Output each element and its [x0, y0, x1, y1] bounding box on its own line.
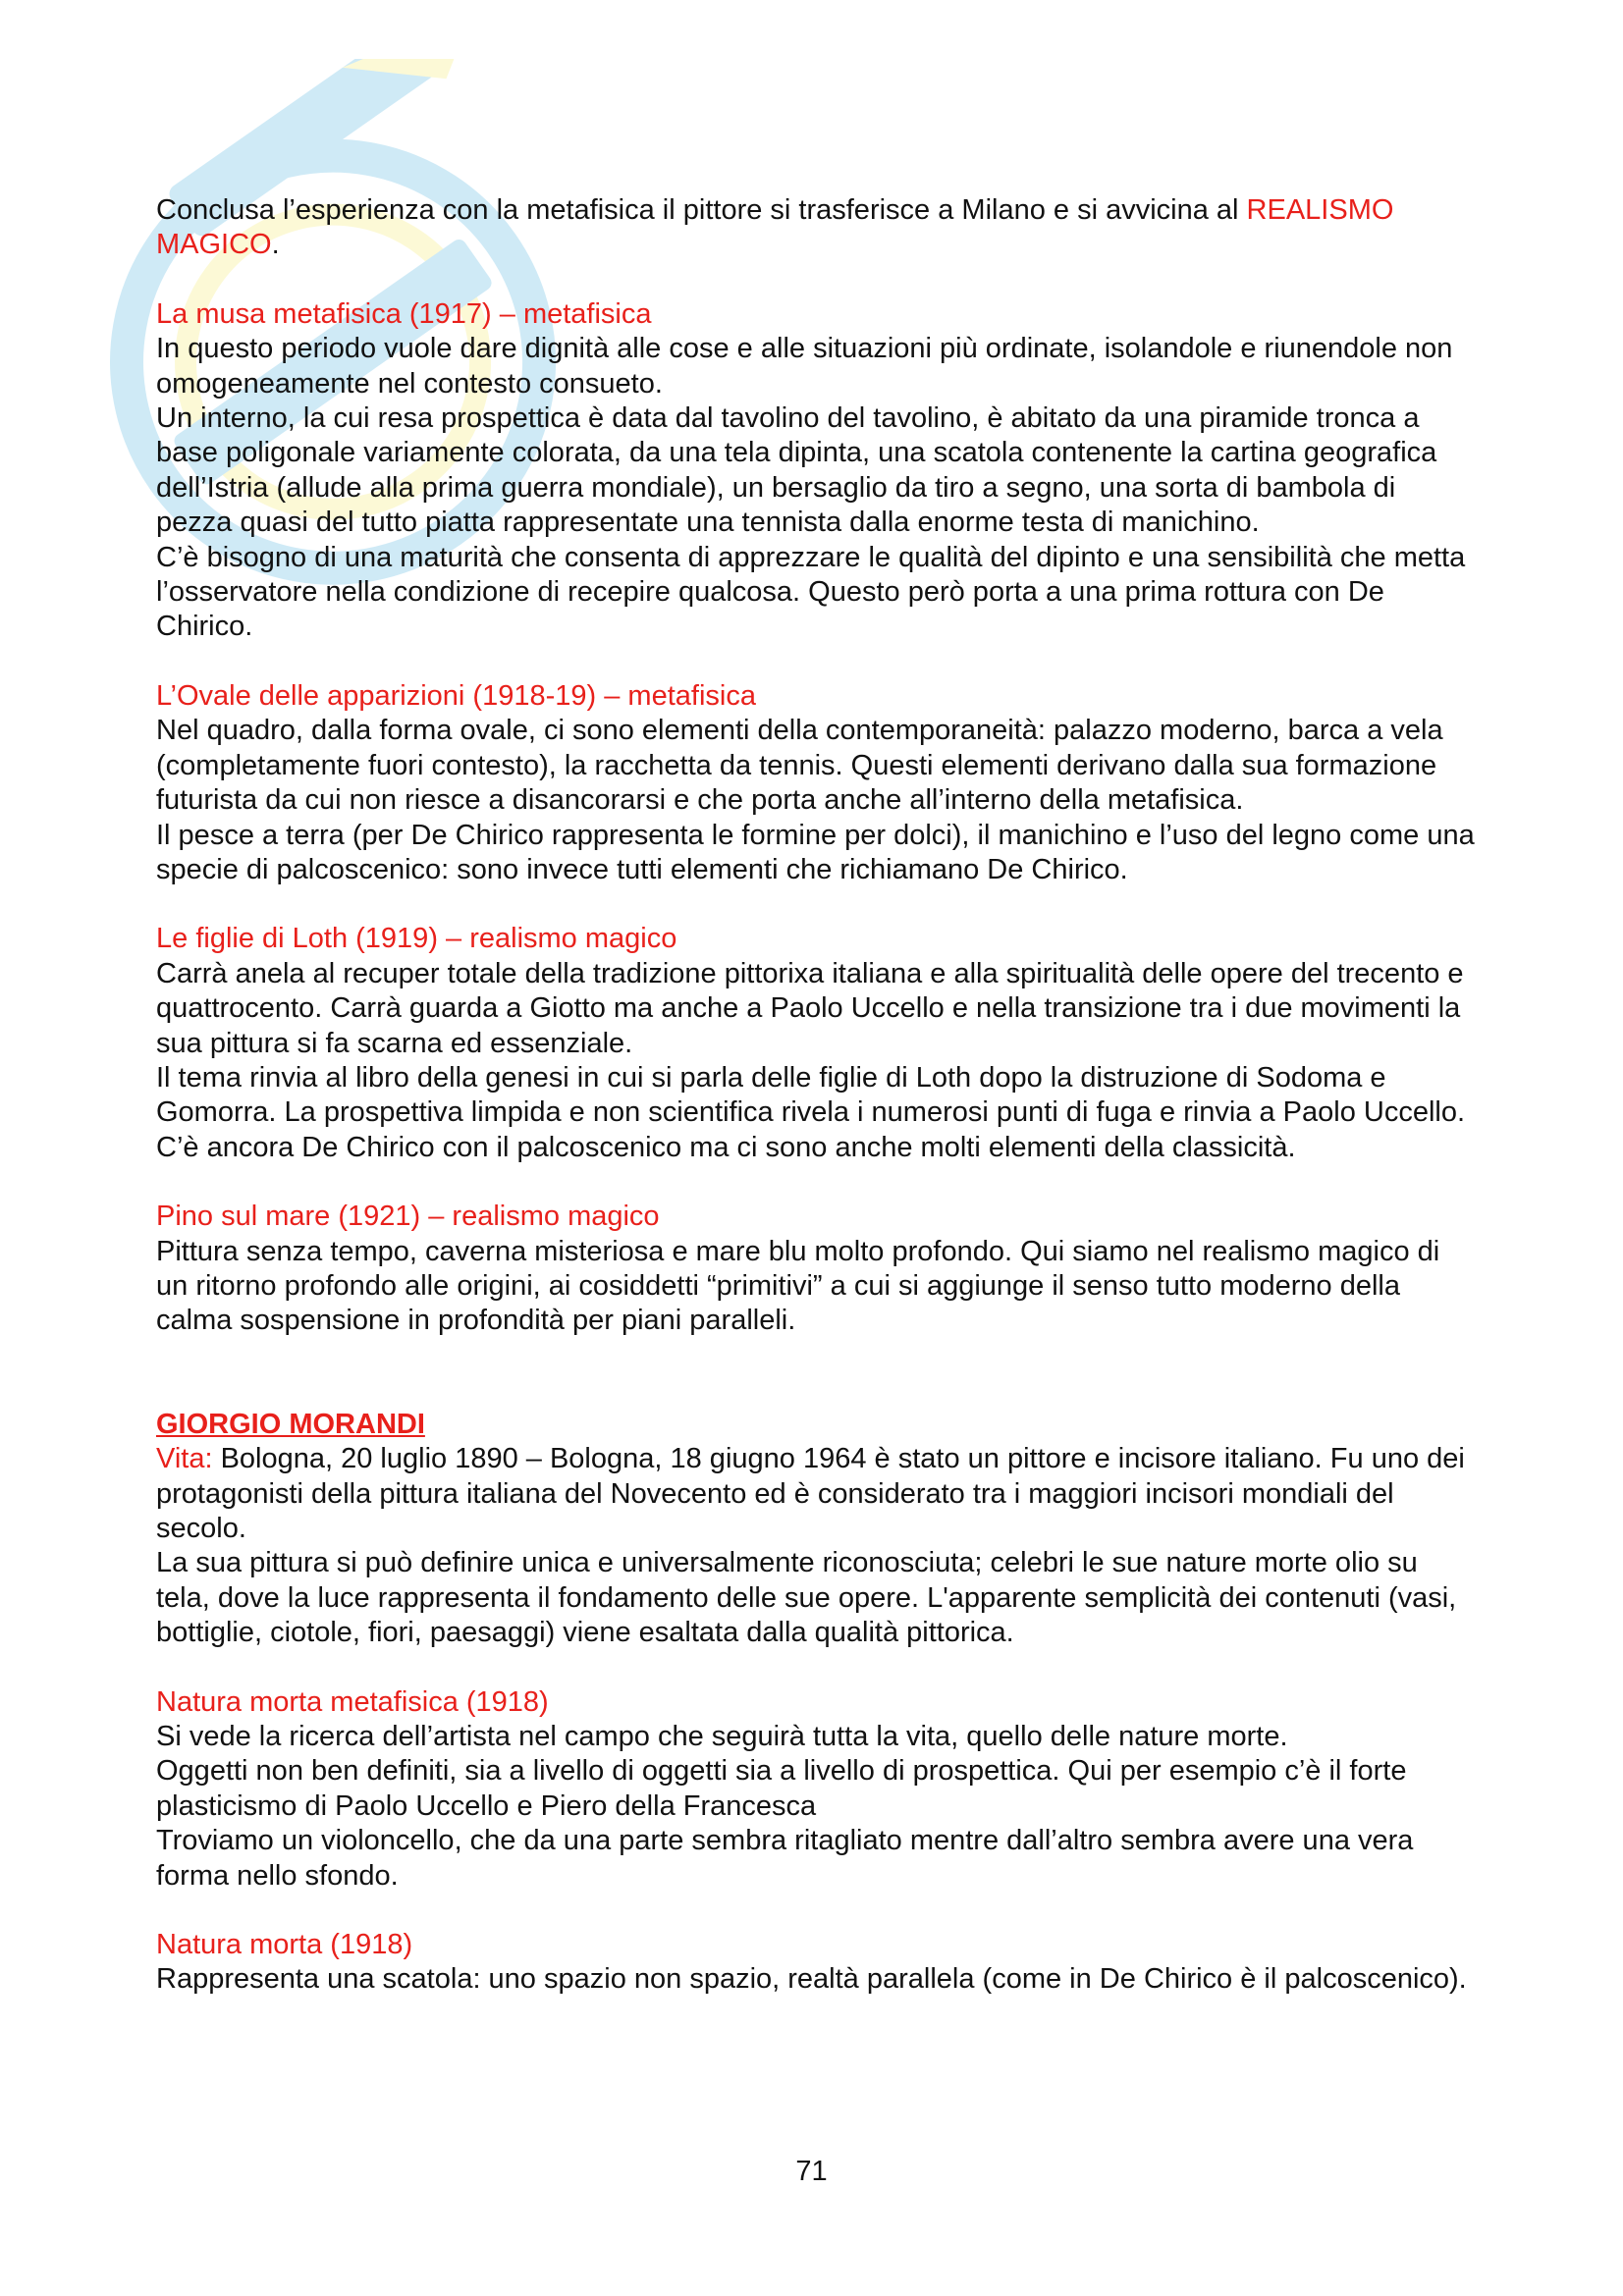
intro-paragraph: Conclusa l’esperienza con la metafisica il pittore si trasferisce a Milano e si avvicina al REALISMO MAGICO. [156, 194, 1394, 261]
intro-highlight: REALISMO MAGICO [156, 194, 1394, 261]
document-body [156, 193, 1477, 1998]
musa-title: La musa metafisica (1917) – metafisica [156, 297, 652, 330]
natura-metafisica-paragraph-3: Troviamo un violoncello, che da una parte sembra ritagliato mentre dall’altro sembra avere una vera forma nello sfondo. [156, 1825, 1414, 1892]
loth-paragraph-2: Il tema rinvia al libro della genesi in cui si parla delle figlie di Loth dopo la distruzione di Sodoma e Gomorra. La prospettiva limpida e non scientifica rivela i numerosi punti di fuga e rinvia a Paolo Uccello. [156, 1061, 1466, 1129]
natura-morta-paragraph-1: Rappresenta una scatola: uno spazio non spazio, realtà parallela (come in De Chirico è il palcoscenico). [156, 1963, 1467, 1996]
loth-title: Le figlie di Loth (1919) – realismo magico [156, 923, 677, 955]
vita-label: Vita: [156, 1443, 213, 1475]
loth-paragraph-1: Carrà anela al recuper totale della tradizione pittorixa italiana e alla spiritualità delle opere del trecento e quattrocento. Carrà guarda a Giotto ma anche a Paolo Uccello e nella transizione tra i due movimenti la sua pittura si fa scarna ed essenziale. [156, 957, 1464, 1059]
natura-metafisica-title: Natura morta metafisica (1918) [156, 1685, 549, 1718]
morandi-paragraph-2: La sua pittura si può definire unica e universalmente riconosciuta; celebri le sue nature morte olio su tela, dove la luce rappresenta il fondamento delle sue opere. L'apparente semplicità dei contenuti (vasi, bottiglie, ciotole, fiori, paesaggi) viene esaltata dalla qualità pittorica. [156, 1547, 1457, 1649]
musa-paragraph-3: C’è bisogno di una maturità che consenta di apprezzare le qualità del dipinto e una sensibilità che metta l’osservatore nella condizione di recepire qualcosa. Questo però porta a una prima rottura con De Chirico. [156, 541, 1466, 643]
musa-paragraph-2: Un interno, la cui resa prospettica è data dal tavolino del tavolino, è abitato da una piramide tronca a base poligonale variamente colorata, da una tela dipinta, una scatola contenente la cartina geografica dell’Istria (allude alla prima guerra mondiale), un bersaglio da tiro a segno, una sorta di bambola di pezza quasi del tutto piatta rappresentate una tennista dalla enorme testa di manichino. [156, 402, 1437, 539]
ovale-paragraph-2: Il pesce a terra (per De Chirico rappresenta le formine per dolci), il manichino e l’uso del legno come una specie di palcoscenico: sono invece tutti elementi che richiamano De Chirico. [156, 819, 1475, 885]
page-number: 71 [795, 2156, 828, 2187]
morandi-heading: GIORGIO MORANDI [156, 1408, 425, 1440]
natura-morta-title: Natura morta (1918) [156, 1929, 413, 1961]
pino-paragraph-1: Pittura senza tempo, caverna misteriosa e mare blu molto profondo. Qui siamo nel realismo magico di un ritorno profondo alle origini, ai cosiddetti “primitivi” a cui si aggiunge il senso tutto moderno della calma sospensione in profondità per piani paralleli. [156, 1235, 1440, 1337]
pino-title: Pino sul mare (1921) – realismo magico [156, 1201, 660, 1233]
loth-paragraph-3: C’è ancora De Chirico con il palcoscenico ma ci sono anche molti elementi della classicità. [156, 1131, 1296, 1163]
natura-metafisica-paragraph-1: Si vede la ricerca dell’artista nel campo che seguirà tutta la vita, quello delle nature morte. [156, 1721, 1288, 1753]
morandi-vita-paragraph: Vita: Bologna, 20 luglio 1890 – Bologna, 18 giugno 1964 è stato un pittore e incisore italiano. Fu uno dei protagonisti della pittura italiana del Novecento ed è considerato tra i maggiori incisori mondiali del secolo. [156, 1443, 1465, 1544]
natura-metafisica-paragraph-2: Oggetti non ben definiti, sia a livello di oggetti sia a livello di prospettica. Qui per esempio c’è il forte plasticismo di Paolo Uccello e Piero della Francesca [156, 1755, 1407, 1822]
ovale-paragraph-1: Nel quadro, dalla forma ovale, ci sono elementi della contemporaneità: palazzo moderno, barca a vela (completamente fuori contesto), la racchetta da tennis. Questi elementi derivano dalla sua formazione futurista da cui non riesce a disancorarsi e che porta anche all’interno della metafisica. [156, 715, 1443, 817]
ovale-title: L’Ovale delle apparizioni (1918-19) – metafisica [156, 679, 756, 712]
musa-paragraph-1: In questo periodo vuole dare dignità alle cose e alle situazioni più ordinate, isolandole e riunendole non omogeneamente nel contesto consueto. [156, 333, 1453, 400]
